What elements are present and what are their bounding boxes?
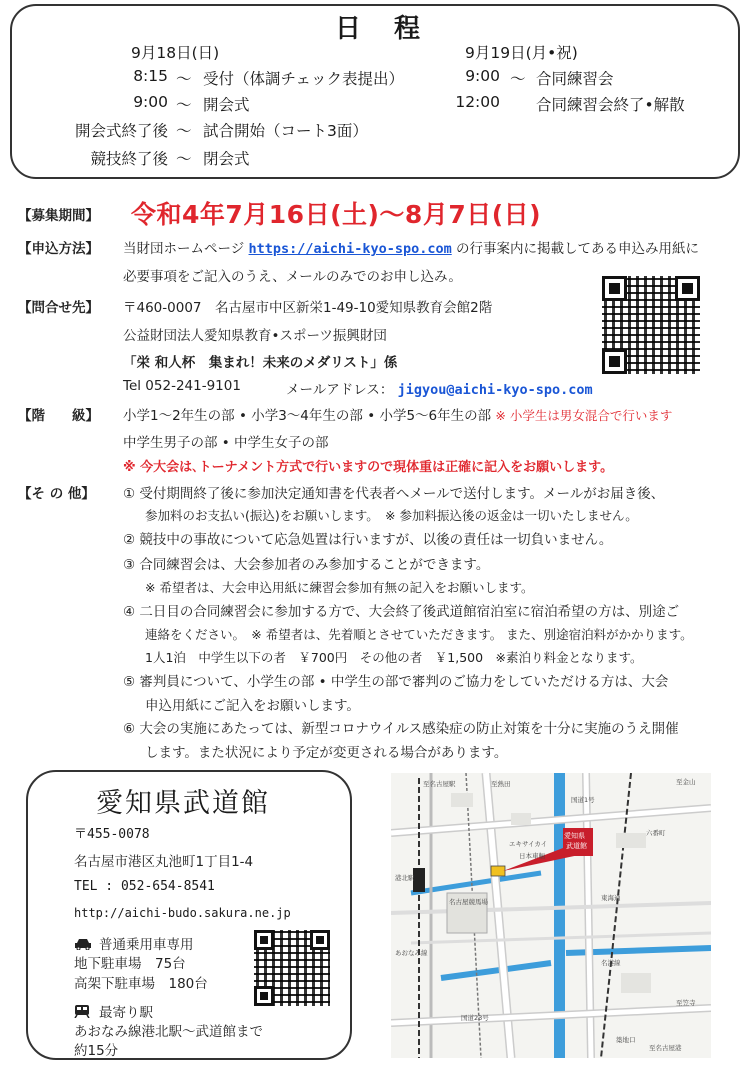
map-label-kasadera: 至笠寺 [676, 999, 696, 1007]
grade-line1-note: ※ 小学生は男女混合で行います [495, 408, 673, 423]
day1-event-3: 試合開始（コート3面） [203, 122, 368, 140]
venue-tel: TEL : 052-654-8541 [74, 879, 215, 894]
other-line-5: ※ 希望者は、大会申込用紙に練習会参加有無の記入をお願いします。 [145, 580, 534, 595]
map-label-aonami: あおなみ線 [395, 949, 428, 957]
recruit-label: 【募集期間】 [18, 208, 99, 224]
venue-address: 名古屋市港区丸池町1丁目1-4 [74, 854, 254, 870]
map-label-kohoku: 港北駅 [395, 874, 415, 882]
grade-line1: 小学1～2年生の部 • 小学3～4年生の部 • 小学5～6年生の部 [123, 408, 492, 424]
map-label-venue1: 愛知県 [564, 832, 585, 840]
day1-event-4: 閉会式 [203, 150, 250, 168]
schedule-title: 日 程 [335, 14, 433, 44]
map-label-rokubancho: 六番町 [646, 829, 666, 837]
train-icon [74, 1003, 90, 1017]
other-line-2: 参加料のお支払い(振込)をお願いします。 ※ 参加料振込後の返金は一切いたしません。 [145, 508, 638, 523]
other-line-10: 申込用紙にご記入をお願いします。 [145, 698, 360, 714]
day1-sep-1: ～ [176, 70, 192, 88]
day1-sep-3: ～ [176, 122, 192, 140]
station-line1: あおなみ線港北駅～武道館まで [74, 1024, 263, 1040]
day2-date: 9月19日(月•祝) [465, 44, 578, 62]
parking-elevated: 高架下駐車場 180台 [74, 976, 208, 992]
parking-underground: 地下駐車場 75台 [74, 956, 186, 972]
apply-text-line2: 必要事項をご記入のうえ、メールのみでのお申し込み。 [123, 269, 462, 285]
day1-time-2: 9:00 [133, 93, 168, 111]
day2-event-1: 合同練習会 [536, 70, 614, 88]
map-label-route23: 国道23号 [461, 1014, 489, 1022]
day1-sep-4: ～ [176, 150, 192, 168]
contact-mail-label: メールアドレス： [286, 382, 394, 398]
car-icon [74, 935, 92, 947]
qr-code-venue [254, 930, 330, 1006]
other-line-3: ② 競技中の事故について応急処置は行いますが、以後の責任は一切負いません。 [123, 532, 613, 548]
map-label-nagoya: 至名古屋駅 [423, 780, 456, 788]
venue-name: 愛知県武道館 [96, 788, 270, 819]
apply-text-post: の行事案内に掲載してある申込み用紙に [456, 241, 700, 257]
contact-label: 【問合せ先】 [18, 300, 99, 316]
day1-event-1: 受付（体調チェック表提出） [203, 70, 405, 88]
apply-url-link[interactable]: https://aichi-kyo-spo.com [248, 241, 452, 257]
map-label-atsuta: 至熱田 [491, 780, 511, 788]
station-title: 最寄り駅 [99, 1005, 153, 1021]
map-label-route1: 国道1号 [571, 796, 595, 804]
day1-event-2: 開会式 [203, 96, 250, 114]
day1-sep-2: ～ [176, 96, 192, 114]
other-line-1: ① 受付期間終了後に参加決定通知書を代表者へメールで送付します。メールがお届き後、 [123, 486, 665, 502]
contact-dept: 「栄 和人杯 集まれ！未来のメダリスト」係 [123, 355, 398, 371]
contact-address: 〒460-0007 名古屋市中区新栄1-49-10愛知県教育会館2階 [123, 300, 493, 316]
day1-time-4: 競技終了後 [90, 150, 168, 168]
contact-tel: Tel 052-241-9101 [123, 378, 241, 394]
recruit-period: 令和4年7月16日(土)～8月7日(日) [131, 200, 542, 229]
day1-time-1: 8:15 [133, 67, 168, 85]
venue-url-link[interactable]: http://aichi-budo.sakura.ne.jp [74, 906, 291, 920]
apply-text-pre: 当財団ホームページ [123, 241, 245, 257]
grade-note: ※ 今大会は､トーナメント方式で行いますので現体重は正確に記入をお願いします。 [123, 460, 614, 475]
apply-label: 【申込方法】 [18, 241, 99, 257]
other-line-12: します。また状況により予定が変更される場合があります。 [145, 745, 508, 761]
day1-date: 9月18日(日) [131, 44, 220, 62]
day1-time-3: 開会式終了後 [74, 122, 168, 140]
day2-sep-1: ～ [510, 70, 526, 88]
other-line-11: ⑥ 大会の実施にあたっては、新型コロナウイルス感染症の防止対策を十分に実施のうえ開催 [123, 721, 679, 737]
map-label-nippon-sharyo: 日本車輛 [519, 852, 545, 860]
contact-org: 公益財団法人愛知県教育•スポーツ振興財団 [123, 328, 387, 344]
day2-event-2: 合同練習会終了•解散 [536, 96, 685, 114]
parking-title: 普通乗用車専用 [99, 937, 194, 953]
map-label-racecourse: 名古屋競馬場 [449, 898, 488, 906]
other-line-4: ③ 合同練習会は、大会参加者のみ参加することができます。 [123, 557, 490, 573]
access-map [391, 773, 711, 1058]
station-line2: 約15分 [74, 1043, 119, 1059]
grade-label: 【階 級】 [18, 408, 99, 424]
map-label-kanayama: 至金山 [676, 778, 696, 786]
other-line-7: 連絡をください。 ※ 希望者は、先着順とさせていただきます。 また、別途宿泊料がかかります。 [145, 627, 693, 642]
contact-mail-link[interactable]: jigyou@aichi-kyo-spo.com [397, 382, 593, 398]
venue-postal: 〒455-0078 [74, 827, 150, 842]
grade-line2: 中学生男子の部 • 中学生女子の部 [123, 435, 329, 451]
other-label: 【そ の 他】 [18, 486, 95, 502]
other-line-6: ④ 二日目の合同練習会に参加する方で、大会終了後武道館宿泊室に宿泊希望の方は、別途ご [123, 604, 680, 620]
day2-time-2: 12:00 [455, 93, 500, 111]
map-label-tsukijiguchi: 築地口 [616, 1036, 636, 1044]
other-line-9: ⑤ 審判員について、小学生の部 • 中学生の部で審判のご協力をしていただける方は、大会 [123, 674, 669, 690]
map-label-nagoyako: 至名古屋港 [649, 1044, 682, 1052]
map-label-meiko: 名港線 [601, 959, 621, 967]
map-label-tokaidori: 東海通 [601, 894, 621, 902]
qr-code-apply [602, 276, 700, 374]
other-line-8: 1人1泊 中学生以下の者 ￥700円 その他の者 ￥1,500 ※素泊り料金となります。 [145, 650, 643, 665]
map-label-excite: エキサイカイ [509, 840, 548, 848]
map-label-venue2: 武道館 [566, 842, 587, 850]
day2-time-1: 9:00 [465, 67, 500, 85]
